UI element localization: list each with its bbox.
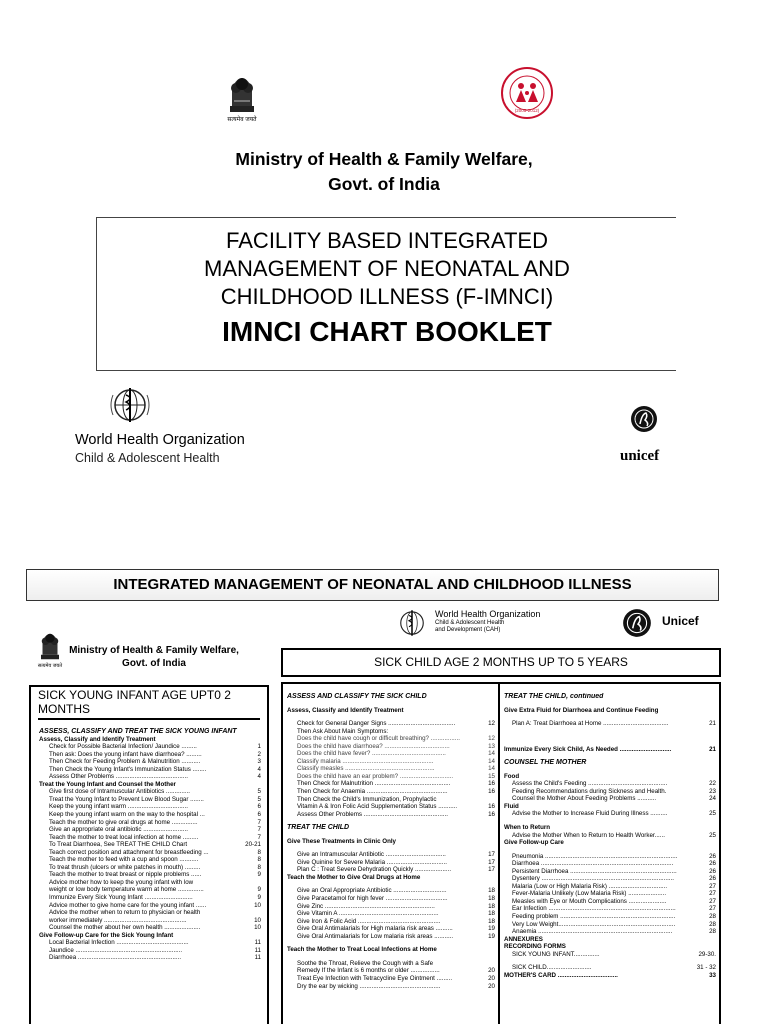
- toc-entry: [287, 765, 495, 773]
- toc-entry-text: Vitamin A & Iron Folic Acid Supplementation Status ...........: [297, 803, 458, 811]
- toc-entry: [504, 964, 716, 972]
- toc-page-number: 26: [709, 860, 716, 868]
- toc-page-number: 27: [709, 882, 716, 890]
- toc-page-number: 22: [709, 780, 716, 788]
- toc-entry-text: Does the child have an ear problem? ...............................: [297, 772, 454, 780]
- toc-entry: [39, 758, 261, 766]
- toc-page-number: 14: [488, 757, 495, 765]
- ministry-line-1: Ministry of Health & Family Welfare,: [235, 149, 533, 169]
- toc-page-number: 2: [257, 750, 261, 758]
- toc-entry: [287, 750, 495, 758]
- toc-entry-text: Keep the young infant warm on the way to the hospital ...: [49, 811, 205, 819]
- toc-entry-text: Give Extra Fluid for Diarrhoea and Continue Feeding: [504, 706, 659, 714]
- toc-entry-text: Plan C : Treat Severe Dehydration Quickly .....................: [297, 866, 452, 874]
- toc-entry: [287, 859, 495, 867]
- toc-entry-text: Jaundice ..............................................................: [49, 946, 183, 954]
- toc-page-number: 10: [254, 924, 261, 932]
- toc-entry: [287, 925, 495, 933]
- toc-page-number: 3: [257, 758, 261, 766]
- toc-entry-text: Malaria (Low or High Malaria Risk) ..................................: [512, 882, 668, 890]
- toc-entry: [504, 853, 716, 861]
- toc-page-number: 24: [709, 795, 716, 803]
- toc-entry-text: ASSESS, CLASSIFY AND TREAT THE SICK YOUNG INFANT: [39, 728, 237, 735]
- toc-entry-text: RECORDING FORMS: [504, 943, 566, 951]
- toc-entry: [287, 851, 495, 859]
- toc-entry: [39, 788, 261, 796]
- unicef-wordmark: unicef: [620, 448, 660, 464]
- toc-entry: [39, 834, 261, 842]
- who-logo-icon: [109, 385, 151, 425]
- toc-page-number: 20: [488, 982, 495, 990]
- toc-page-number: 11: [254, 946, 261, 954]
- toc-entry-text: Persistent Diarrhoea ..............................................................: [512, 867, 677, 875]
- toc-entry: [287, 975, 495, 983]
- toc-page-number: 28: [709, 913, 716, 921]
- ministry-title: [0, 147, 768, 197]
- toc-page-number: 18: [488, 902, 495, 910]
- inner-emblem-motto: सत्यमेव जयते: [37, 663, 63, 669]
- toc-page-number: 16: [488, 780, 495, 788]
- toc-entry-text: Give Quinine for Severe Malaria ...................................: [297, 858, 447, 866]
- toc-entry: [287, 824, 495, 832]
- sick-child-header: [281, 648, 721, 677]
- toc-entry: [504, 913, 716, 921]
- toc-page-number: 26: [709, 867, 716, 875]
- title-box: [96, 217, 676, 371]
- toc-entry-text: Advise the Mother When to Return to Health Worker......: [512, 831, 665, 839]
- toc-entry: [287, 720, 495, 728]
- toc-page-number: 20: [488, 974, 495, 982]
- toc-page-number: 31 - 32: [696, 964, 716, 972]
- toc-entry-text: Diarrhoea .............................................................................: [512, 860, 674, 868]
- unicef-logo-icon: [629, 404, 659, 434]
- toc-page-number: 9: [257, 871, 261, 879]
- toc-entry: [287, 796, 495, 804]
- toc-entry: [39, 879, 261, 887]
- toc-entry: [287, 946, 495, 954]
- toc-entry-text: Local Bacterial Infection ..........................................: [49, 939, 189, 947]
- toc-entry-text: Does the child have cough or difficult breathing? .................: [297, 735, 460, 743]
- toc-entry: [504, 693, 716, 701]
- inner-page: [0, 558, 768, 1024]
- toc-page-number: 9: [257, 886, 261, 894]
- toc-page-number: 33: [709, 971, 716, 979]
- toc-entry: [504, 928, 716, 936]
- toc-page-number: 7: [257, 833, 261, 841]
- toc-entry-text: Teach the Mother to Give Oral Drugs at Home: [287, 873, 421, 881]
- young-infant-header: SICK YOUNG INFANT AGE UPT0 2 MONTHS: [38, 688, 260, 720]
- toc-entry-text: Treat the Young Infant to Prevent Low Blood Sugar ........: [49, 795, 204, 803]
- toc-page-number: 8: [257, 856, 261, 864]
- toc-entry: [39, 909, 261, 917]
- toc-entry: [504, 921, 716, 929]
- toc-entry: [287, 874, 495, 882]
- toc-entry: [39, 728, 261, 736]
- toc-page-number: 26: [709, 875, 716, 883]
- toc-entry-text: Give Follow-up Care for the Sick Young Infant: [39, 931, 174, 939]
- inner-who-name: World Health Organization: [435, 609, 541, 619]
- toc-entry-text: Give Oral Antimalarials for Low malaria risk areas ...........: [297, 932, 454, 940]
- toc-entry-text: Check for General Danger Signs .......................................: [297, 720, 456, 728]
- toc-entry-text: Counsel the mother about her own health .....................: [49, 924, 201, 932]
- toc-entry-text: Teach the Mother to Treat Local Infections at Home: [287, 946, 437, 954]
- toc-entry-text: Teach the mother to treat local infection at home .........: [49, 833, 199, 841]
- toc-entry: [504, 839, 716, 847]
- national-emblem: [222, 72, 262, 122]
- toc-entry: [504, 890, 716, 898]
- toc-entry: [39, 924, 261, 932]
- toc-entry: [287, 758, 495, 766]
- toc-entry: [39, 826, 261, 834]
- toc-page-number: 7: [257, 818, 261, 826]
- toc-page-number: 12: [488, 720, 495, 728]
- toc-entry-text: Give Vitamin A ..........................................................: [297, 910, 439, 918]
- toc-entry: [287, 803, 495, 811]
- toc-page-number: 25: [709, 831, 716, 839]
- toc-entry-text: Give Follow-up Care: [504, 839, 564, 847]
- toc-entry-text: COUNSEL THE MOTHER: [504, 759, 587, 767]
- toc-page-number: 21: [709, 745, 716, 753]
- toc-page-number: 20: [488, 967, 495, 975]
- toc-entry: [504, 759, 716, 767]
- sick-child-assess-panel: [281, 682, 500, 1024]
- toc-page-number: 6: [257, 811, 261, 819]
- toc-entry: [39, 947, 261, 955]
- toc-entry-text: Advise the Mother to Increase Fluid During Illness ..........: [512, 810, 668, 818]
- toc-entry: [39, 939, 261, 947]
- toc-entry-text: Give Oral Antimalarials for High malaria risk areas ..........: [297, 925, 453, 933]
- toc-page-number: 8: [257, 863, 261, 871]
- toc-page-number: 10: [254, 916, 261, 924]
- toc-entry-text: Then ask: Does the young infant have diarrhoea? .........: [49, 750, 202, 758]
- toc-entry-text: Treat the Young Infant and Counsel the Mother: [39, 780, 176, 788]
- toc-page-number: 16: [488, 810, 495, 818]
- toc-entry-text: Measles with Eye or Mouth Complications ......................: [512, 897, 667, 905]
- toc-page-number: 19: [488, 925, 495, 933]
- toc-entry-text: Then Check the Young Infant's Immunization Status ........: [49, 765, 207, 773]
- toc-entry-text: ANNEXURES: [504, 935, 543, 943]
- who-department: Child & Adolescent Health: [75, 451, 220, 465]
- toc-entry-text: Classify measles ....................................................: [297, 765, 435, 773]
- toc-page-number: 23: [709, 787, 716, 795]
- toc-page-number: 11: [254, 939, 261, 947]
- toc-entry: [287, 811, 495, 819]
- toc-page-number: 16: [488, 788, 495, 796]
- toc-entry: [39, 886, 261, 894]
- toc-entry-text: When to Return: [504, 824, 551, 832]
- toc-entry-text: Plan A: Treat Diarrhoea at Home ......................................: [512, 720, 669, 728]
- toc-entry-text: Immunize Every Sick Young Infant ............................: [49, 894, 193, 902]
- toc-entry-text: weight or low body temperature warm at home ...............: [49, 886, 204, 894]
- toc-entry: [504, 746, 716, 754]
- toc-entry-text: Pneumonia .............................................................................: [512, 852, 678, 860]
- toc-entry-text: Classify malaria .....................................................: [297, 757, 434, 765]
- young-infant-panel: [29, 685, 269, 1024]
- sick-child-treat-panel: [500, 682, 721, 1024]
- assess-classify-toc: [287, 693, 495, 990]
- toc-entry: [287, 910, 495, 918]
- young-infant-toc: [39, 728, 261, 962]
- banner-title: INTEGRATED MANAGEMENT OF NEONATAL AND CHILDHOOD ILLNESS: [113, 576, 632, 593]
- toc-page-number: 5: [257, 788, 261, 796]
- toc-page-number: 18: [488, 895, 495, 903]
- toc-entry-text: Assess Other Problems .................................................: [297, 810, 448, 818]
- toc-page-number: 18: [488, 887, 495, 895]
- toc-entry-text: Feeding problem ...................................................................: [512, 913, 676, 921]
- toc-entry: [287, 780, 495, 788]
- toc-entry: [39, 796, 261, 804]
- toc-entry: [287, 838, 495, 846]
- toc-entry: [287, 735, 495, 743]
- toc-page-number: 5: [257, 795, 261, 803]
- nrhm-logo: [500, 66, 554, 120]
- toc-entry: [287, 773, 495, 781]
- toc-entry: [287, 967, 495, 975]
- inner-ministry-line-1: Ministry of Health & Family Welfare,: [69, 645, 239, 656]
- toc-entry: [504, 803, 716, 811]
- toc-page-number: 26: [709, 852, 716, 860]
- toc-entry-text: Very Low Weight....................................................................: [512, 920, 676, 928]
- toc-entry: [39, 819, 261, 827]
- toc-page-number: 17: [488, 851, 495, 859]
- toc-entry-text: Give first dose of Intramuscular Antibiotics ..............: [49, 788, 190, 796]
- toc-entry: [39, 902, 261, 910]
- unicef-logo-icon: [621, 607, 653, 639]
- toc-page-number: 12: [488, 735, 495, 743]
- toc-entry: [504, 860, 716, 868]
- toc-page-number: 15: [488, 772, 495, 780]
- toc-entry: [504, 972, 716, 980]
- toc-entry-text: Give Zinc ................................................................: [297, 902, 435, 910]
- toc-page-number: 27: [709, 890, 716, 898]
- toc-entry: [504, 720, 716, 728]
- lion-capital-icon: [222, 72, 262, 114]
- nrhm-years: (2005-2012): [514, 108, 540, 113]
- toc-entry-text: Does the child have diarrhoea? ......................................: [297, 742, 450, 750]
- toc-entry-text: To Treat Diarrhoea, See TREAT THE CHILD Chart: [49, 841, 188, 849]
- toc-entry: [39, 743, 261, 751]
- toc-entry: [287, 788, 495, 796]
- toc-page-number: 21: [709, 720, 716, 728]
- toc-page-number: 28: [709, 920, 716, 928]
- toc-entry: [287, 933, 495, 941]
- toc-entry: [504, 773, 716, 781]
- toc-entry-text: Soothe the Throat, Relieve the Cough with a Safe: [297, 959, 434, 967]
- toc-page-number: 28: [709, 928, 716, 936]
- toc-entry-text: worker immediately ................................................: [49, 916, 187, 924]
- title-line-3: CHILDHOOD ILLNESS (F-IMNCI): [220, 284, 554, 309]
- toc-entry: [504, 707, 716, 715]
- toc-entry: [504, 868, 716, 876]
- toc-entry-text: Then Check for Malnutrition ............................................: [297, 780, 451, 788]
- toc-entry: [504, 898, 716, 906]
- toc-entry: [39, 803, 261, 811]
- toc-entry-text: Remedy If the Infant is 6 months or older .................: [297, 967, 440, 975]
- toc-entry-text: SICK YOUNG INFANT...............: [512, 950, 600, 958]
- toc-entry-text: TREAT THE CHILD, continued: [504, 693, 604, 700]
- toc-entry-text: Assess, Classify and Identify Treatment: [287, 706, 404, 714]
- toc-page-number: 11: [254, 954, 261, 962]
- toc-page-number: 18: [488, 917, 495, 925]
- toc-entry-text: Assess, Classify and Identify Treatment: [39, 735, 156, 743]
- emblem-motto: सत्यमेव जयते: [227, 117, 257, 123]
- toc-entry: [39, 751, 261, 759]
- toc-entry-text: Feeding Recommendations during Sickness and Health.: [512, 787, 667, 795]
- toc-page-number: 10: [254, 901, 261, 909]
- toc-entry-text: Counsel the Mother About Feeding Problems ...........: [512, 795, 657, 803]
- inner-ministry: [60, 644, 248, 670]
- toc-entry-text: TREAT THE CHILD: [287, 824, 350, 832]
- toc-entry: [504, 832, 716, 840]
- toc-entry: [504, 951, 716, 959]
- toc-entry: [39, 954, 261, 962]
- toc-page-number: 14: [488, 765, 495, 773]
- toc-page-number: 4: [257, 765, 261, 773]
- toc-entry-text: Diarrhoea ............................................................: [49, 954, 182, 962]
- toc-entry: [287, 887, 495, 895]
- toc-page-number: 29-30.: [698, 950, 716, 958]
- toc-entry: [39, 766, 261, 774]
- toc-entry-text: Assess Other Problems ..........................................: [49, 773, 188, 781]
- toc-entry: [39, 864, 261, 872]
- toc-page-number: 18: [488, 910, 495, 918]
- toc-page-number: 8: [257, 848, 261, 856]
- toc-page-number: 17: [488, 866, 495, 874]
- toc-entry: [39, 932, 261, 940]
- toc-entry-text: Advice mother to give home care for the young infant ......: [49, 901, 207, 909]
- toc-entry: [287, 918, 495, 926]
- toc-page-number: 7: [257, 826, 261, 834]
- toc-page-number: 27: [709, 897, 716, 905]
- toc-entry: [287, 983, 495, 991]
- treat-counsel-toc: [504, 693, 716, 979]
- toc-entry-text: Food: [504, 772, 520, 780]
- toc-entry-text: Keep the young infant warm ...................................: [49, 803, 188, 811]
- toc-entry-text: Then Ask About Main Symptoms:: [297, 727, 389, 735]
- toc-entry: [287, 895, 495, 903]
- toc-entry-text: To treat thrush (ulcers or white patches in mouth) .........: [49, 863, 201, 871]
- sick-child-header-text: SICK CHILD AGE 2 MONTHS UP TO 5 YEARS: [374, 655, 628, 669]
- toc-entry: [39, 781, 261, 789]
- toc-entry: [504, 788, 716, 796]
- title-line-2: MANAGEMENT OF NEONATAL AND: [204, 256, 570, 281]
- toc-entry-text: Give Paracetamol for high fever ....................................: [297, 895, 448, 903]
- toc-page-number: 13: [488, 742, 495, 750]
- inner-banner: [26, 569, 719, 601]
- toc-entry: [39, 736, 261, 744]
- who-logo-icon: [396, 608, 428, 638]
- toc-entry-text: Then Check the Child's Immunization, Prophylactic: [297, 795, 437, 803]
- toc-entry-text: Give an appropriate oral antibiotic ..........................: [49, 826, 188, 834]
- toc-entry: [504, 795, 716, 803]
- inner-who-dept-2: and Development (CAH): [435, 627, 501, 633]
- toc-entry-text: Does the child have fever? ...........................................: [297, 750, 446, 758]
- title-line-1: FACILITY BASED INTEGRATED: [226, 228, 548, 253]
- toc-entry-text: Give an Oral Appropriate Antibiotic ...............................: [297, 887, 447, 895]
- toc-entry: [504, 875, 716, 883]
- toc-entry-text: Teach the mother to feed with a cup and spoon ...........: [49, 856, 199, 864]
- booklet-title: IMNCI CHART BOOKLET: [222, 316, 552, 347]
- toc-entry-text: Then Check for Feeding Problem & Malnutrition ...........: [49, 758, 201, 766]
- toc-entry-text: Anaemia ..............................................................................: [512, 928, 673, 936]
- toc-entry: [504, 936, 716, 944]
- inner-who-dept-1: Child & Adolescent Health: [435, 620, 505, 626]
- toc-page-number: 25: [709, 810, 716, 818]
- toc-entry: [39, 849, 261, 857]
- toc-entry: [504, 824, 716, 832]
- title-block: [97, 227, 677, 311]
- toc-entry: [504, 780, 716, 788]
- toc-entry: [39, 811, 261, 819]
- toc-entry: [39, 841, 261, 849]
- toc-entry-text: Give Iron & Folic Acid ................................................: [297, 917, 441, 925]
- toc-page-number: 17: [488, 858, 495, 866]
- toc-page-number: 1: [257, 743, 261, 751]
- toc-entry-text: SICK CHILD..........................: [512, 964, 592, 972]
- toc-entry-text: Then Check for Anaemia ...............................................: [297, 788, 448, 796]
- toc-page-number: 16: [488, 803, 495, 811]
- toc-page-number: 27: [709, 905, 716, 913]
- who-name: World Health Organization: [75, 432, 245, 448]
- toc-entry: [287, 903, 495, 911]
- toc-entry-text: Teach the mother to give oral drugs at home ...............: [49, 818, 198, 826]
- toc-entry-text: Immunize Every Sick Child, As Needed ..............................: [504, 745, 672, 753]
- toc-entry-text: Dry the ear by wicking ...............................................: [297, 982, 441, 990]
- toc-entry: [504, 905, 716, 913]
- toc-page-number: 4: [257, 773, 261, 781]
- toc-entry-text: Fever-Malaria Unlikely (Low Malaria Risk) ......................: [512, 890, 667, 898]
- toc-entry-text: Advice the mother when to return to physician or health: [49, 909, 201, 917]
- toc-entry-text: Give an Intramuscular Antibiotic ...................................: [297, 851, 446, 859]
- inner-unicef: Unicef: [662, 614, 699, 628]
- toc-entry: [287, 707, 495, 715]
- ministry-line-2: Govt. of India: [328, 174, 440, 194]
- toc-entry-text: Dysentery .............................................................................: [512, 875, 674, 883]
- toc-page-number: 14: [488, 750, 495, 758]
- toc-entry: [287, 728, 495, 736]
- toc-entry-text: Assess the Child's Feeding ..............................................: [512, 780, 668, 788]
- toc-page-number: 19: [488, 932, 495, 940]
- toc-entry: [39, 894, 261, 902]
- toc-entry: [287, 743, 495, 751]
- toc-entry: [39, 871, 261, 879]
- toc-entry-text: Teach correct position and attachment for breastfeeding ...: [49, 848, 209, 856]
- toc-entry: [39, 773, 261, 781]
- toc-entry: [39, 917, 261, 925]
- toc-entry-text: Fluid: [504, 802, 519, 810]
- toc-entry-text: Give These Treatments in Clinic Only: [287, 837, 397, 845]
- toc-entry-text: Ear Infection ..........................................................................: [512, 905, 676, 913]
- toc-entry-text: ASSESS AND CLASSIFY THE SICK CHILD: [287, 693, 427, 700]
- toc-entry-text: Advice mother how to keep the young infant with low: [49, 878, 194, 886]
- toc-entry: [504, 883, 716, 891]
- toc-entry: [287, 693, 495, 701]
- toc-entry-text: Treat Eye Infection with Tetracycline Eye Ointment .........: [297, 974, 453, 982]
- toc-page-number: 6: [257, 803, 261, 811]
- toc-entry-text: MOTHER'S CARD ...................................: [504, 971, 618, 979]
- toc-entry-text: Check for Possible Bacterial Infection/ Jaundice .........: [49, 743, 197, 751]
- toc-entry-text: Teach the mother to treat breast or nipple problems ......: [49, 871, 202, 879]
- inner-ministry-line-2: Govt. of India: [122, 658, 186, 669]
- toc-entry: [287, 960, 495, 968]
- toc-page-number: 9: [257, 894, 261, 902]
- toc-entry: [287, 866, 495, 874]
- toc-page-number: 20-21: [245, 841, 261, 849]
- toc-entry: [504, 943, 716, 951]
- toc-entry: [504, 810, 716, 818]
- toc-entry: [39, 856, 261, 864]
